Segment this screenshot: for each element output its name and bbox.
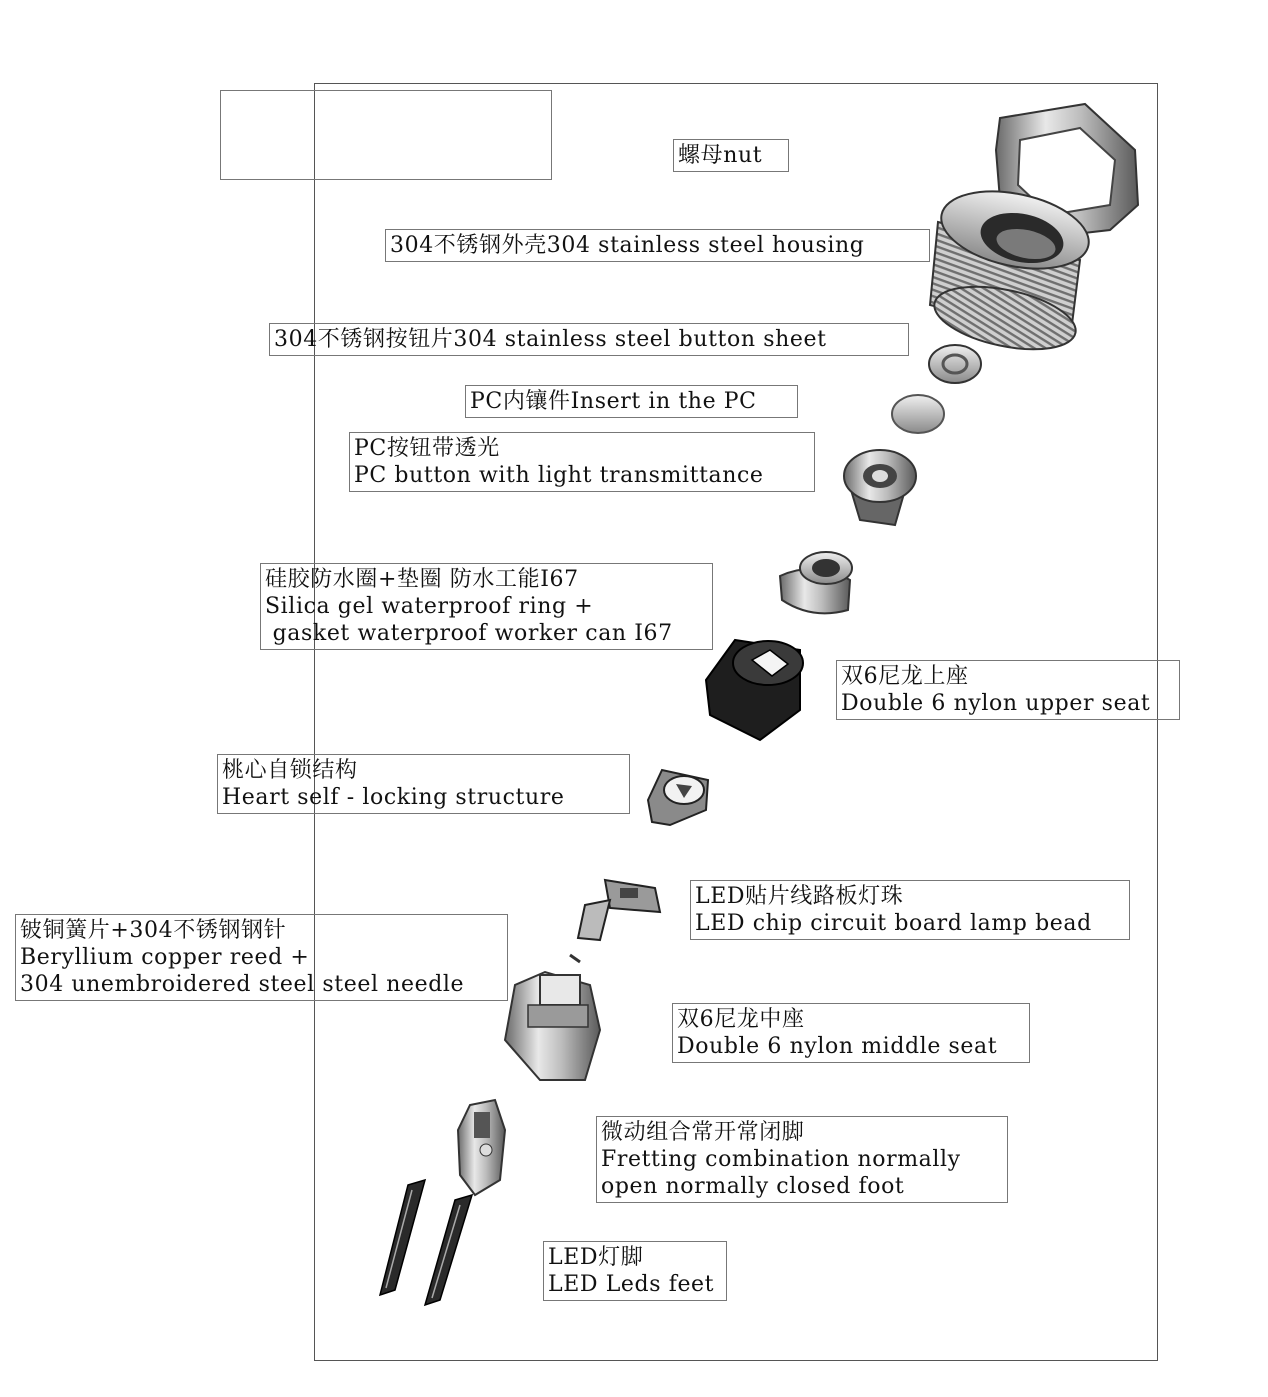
label-pc-insert: [465, 385, 798, 418]
label-upper-seat: [836, 660, 1180, 720]
label-line: Silica gel waterproof ring +: [265, 594, 594, 619]
label-line: LED灯脚: [548, 1245, 644, 1270]
pc-button-part: [844, 450, 916, 525]
label-line: PC内镶件Insert in the PC: [470, 389, 757, 414]
label-line: 桃心自锁结构: [222, 758, 358, 783]
label-line: 304不锈钢外壳304 stainless steel housing: [390, 233, 865, 258]
label-line: 304不锈钢按钮片304 stainless steel button sheet: [274, 327, 827, 352]
upper-seat-part: [706, 640, 803, 740]
label-seal: [260, 563, 713, 650]
label-line: LED贴片线路板灯珠: [695, 884, 904, 909]
label-nut: [673, 139, 789, 172]
label-fretting: [596, 1116, 1008, 1203]
label-line: 304 unembroidered steel steel needle: [20, 972, 465, 997]
label-button-sheet: [269, 323, 909, 356]
label-line: LED chip circuit board lamp bead: [695, 911, 1092, 936]
label-line: 螺母nut: [678, 143, 763, 168]
label-line: 硅胶防水圈+垫圈 防水工能I67: [265, 567, 579, 592]
label-middle-seat: [672, 1003, 1030, 1063]
label-line: 双6尼龙中座: [677, 1007, 805, 1032]
label-line: open normally closed foot: [601, 1174, 905, 1199]
label-reed: [15, 914, 508, 1001]
label-line: 双6尼龙上座: [841, 664, 969, 689]
led-feet-part: [380, 1180, 472, 1305]
label-line: LED Leds feet: [548, 1272, 715, 1297]
label-line: gasket waterproof worker can I67: [265, 621, 673, 646]
label-line: Double 6 nylon upper seat: [841, 691, 1151, 716]
button-sheet-part: [929, 345, 981, 383]
label-line: Beryllium copper reed +: [20, 945, 310, 970]
label-led-board: [690, 880, 1130, 940]
label-led-feet: [543, 1241, 727, 1301]
seal-ring-part: [780, 552, 852, 613]
label-line: 铍铜簧片+304不锈钢钢针: [20, 918, 287, 943]
label-line: PC button with light transmittance: [354, 463, 764, 488]
middle-seat-part: [505, 972, 600, 1080]
label-line: Fretting combination normally: [601, 1147, 961, 1172]
label-housing: [385, 229, 930, 262]
led-board-part: [570, 880, 660, 962]
label-heart-lock: [217, 754, 630, 814]
pc-insert-part: [892, 395, 944, 433]
heart-lock-part: [648, 770, 708, 825]
label-line: PC按钮带透光: [354, 436, 500, 461]
label-line: Double 6 nylon middle seat: [677, 1034, 998, 1059]
fretting-part: [458, 1100, 505, 1195]
label-line: Heart self - locking structure: [222, 785, 565, 810]
label-pc-button: [349, 432, 815, 492]
label-line: 微动组合常开常闭脚: [601, 1120, 805, 1145]
